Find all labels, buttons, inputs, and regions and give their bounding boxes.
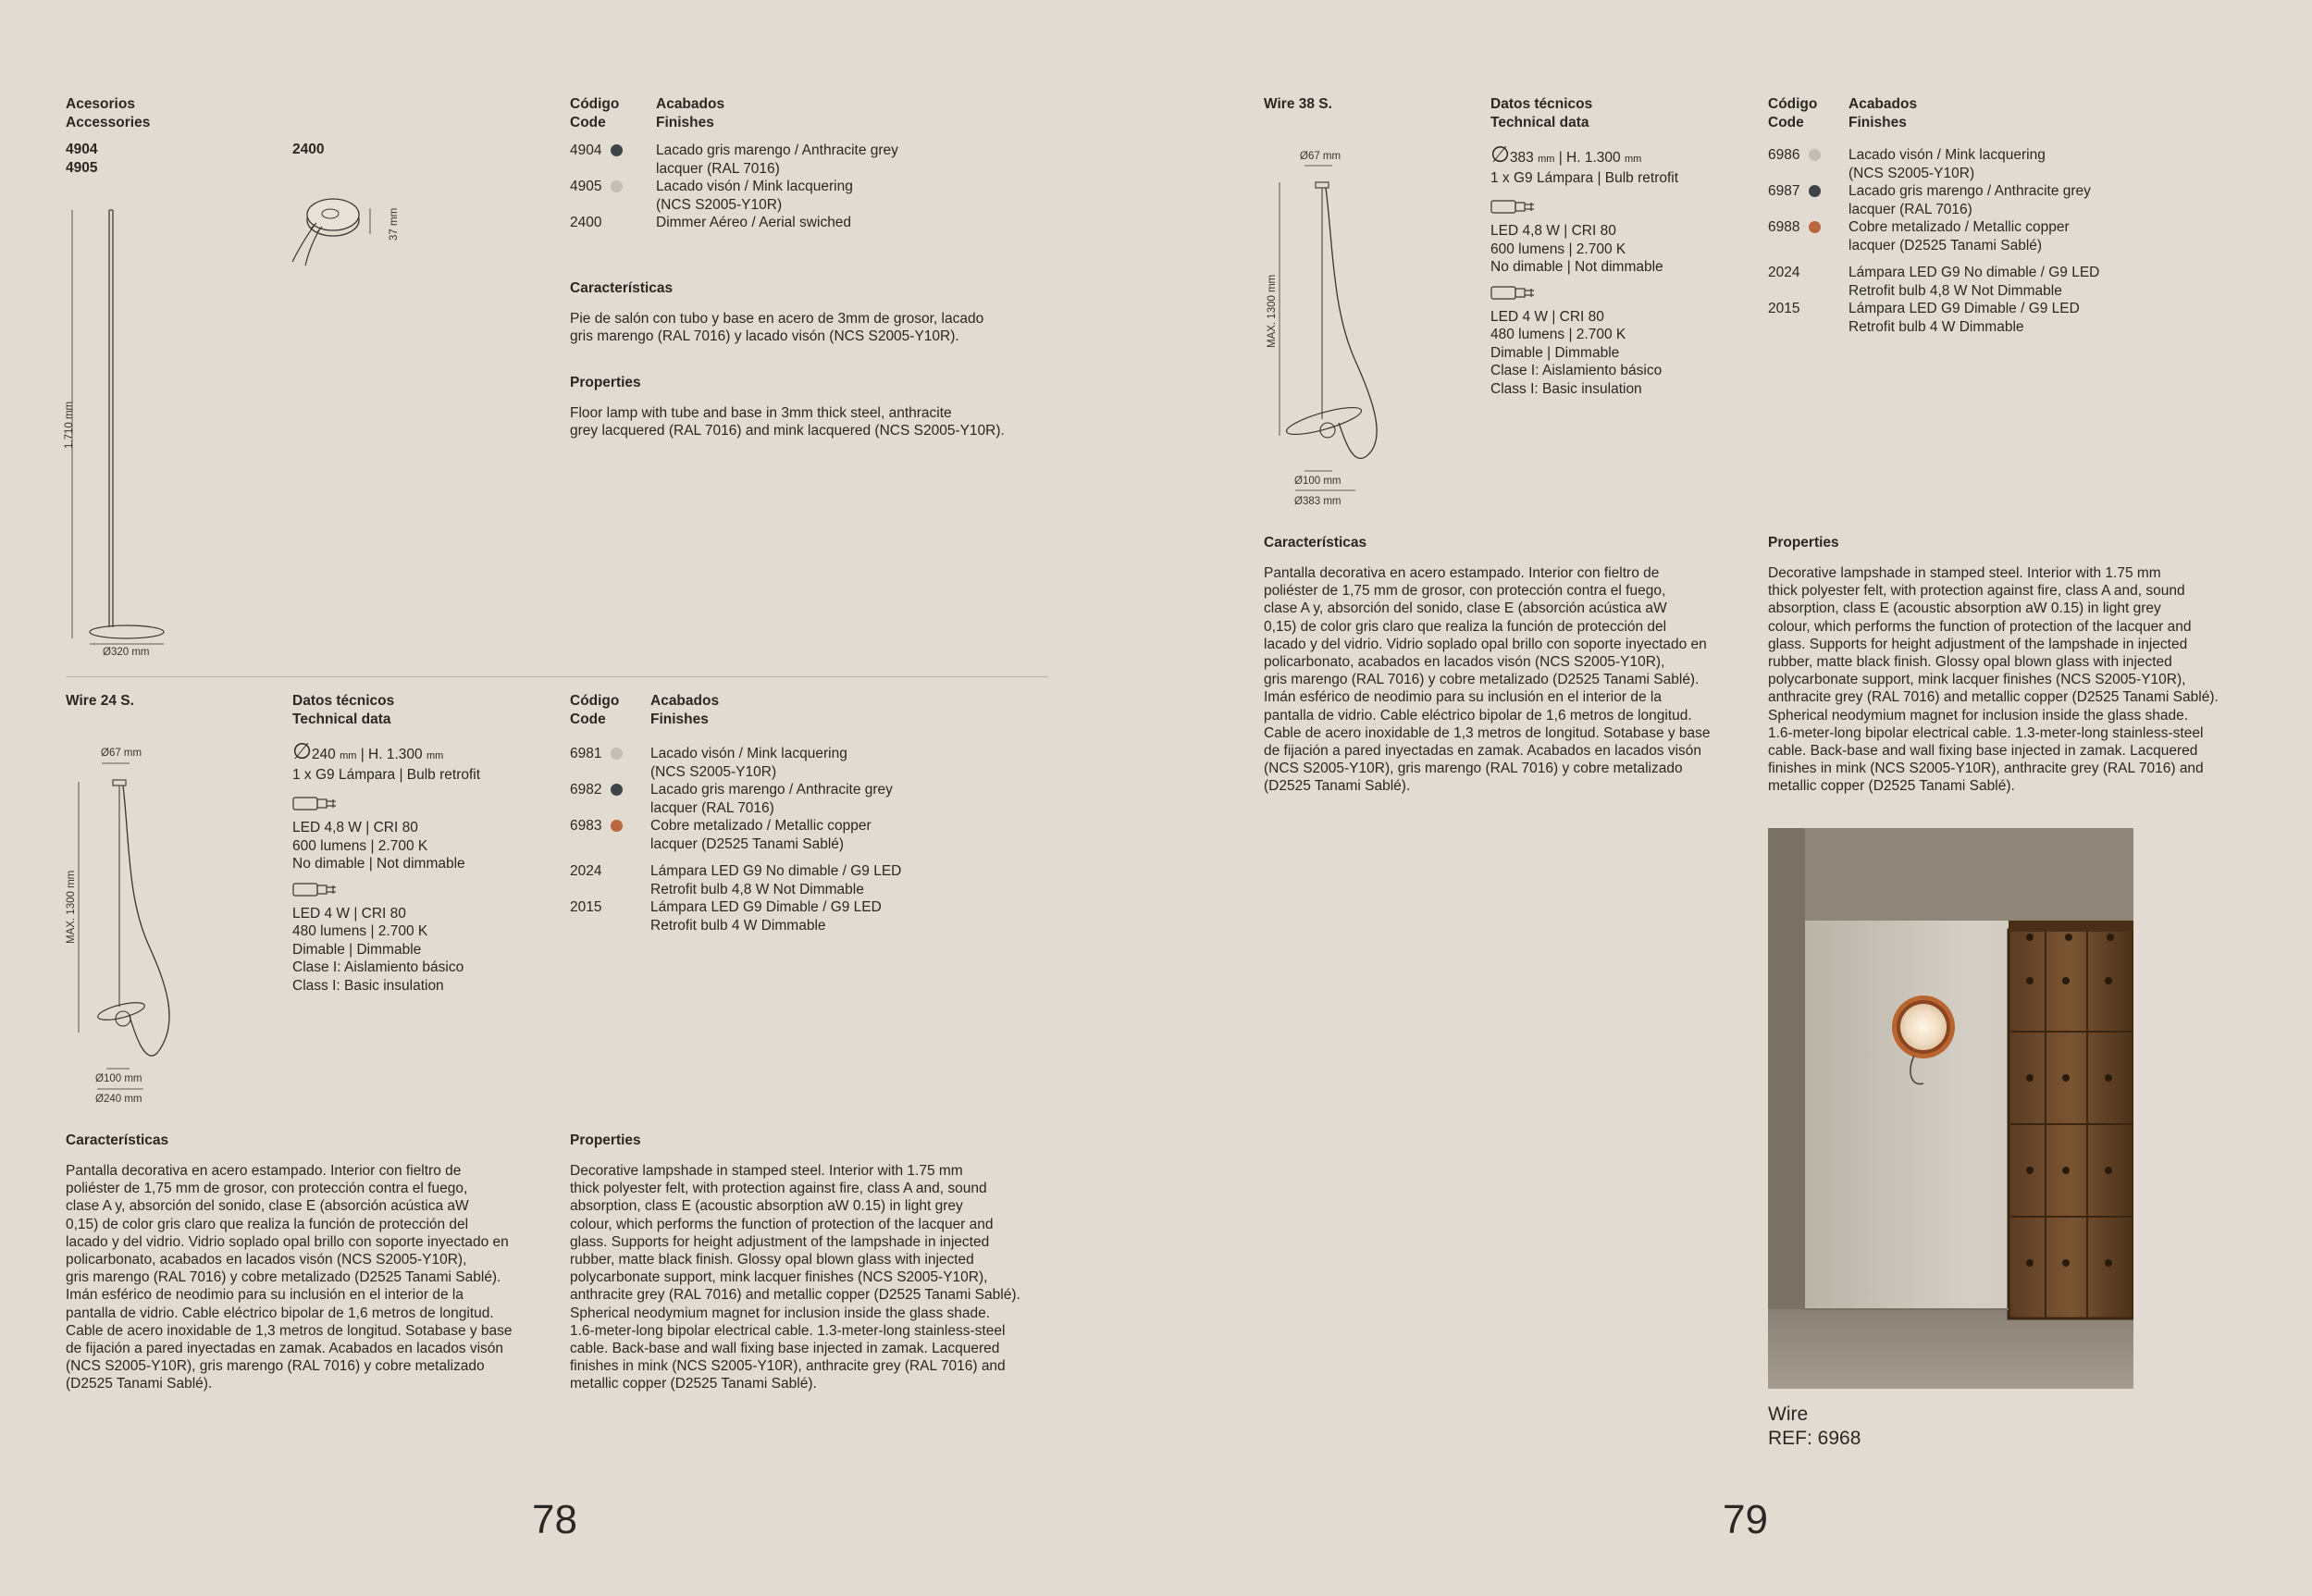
accessory-codes: 4904 4905 [66, 142, 98, 176]
wire24-inner-diameter-label: Ø100 mm [95, 1073, 142, 1084]
wire38-code-header: Código Code [1768, 96, 1818, 130]
color-swatch-mink [1809, 149, 1821, 161]
diameter-icon: ∅ [1490, 142, 1510, 167]
wire24-characteristics-heading: Características [66, 1132, 169, 1148]
wire38-properties-text: Decorative lampshade in stamped steel. Interior with 1.75 mm thick polyester felt, with protection against fire, class A and, sound absorption, class E (acoustic absorption aW 0.15) in light grey colour, which performs the function of protection of the lacquer and glass. Supports for height adjustment of the lampshade in injected rubber, matte black finish. Glossy opal blown glass with injected polycarbonate support, mink lacquer finishes (NCS S2005-Y10R), anthracite grey (RAL 7016) and metallic copper (D2525 Tanami Sablé). Spherical neodymium magnet for inclusion inside the glass shade. 1.6-meter-long bipolar electrical cable. 1.3-meter-long stainless-steel cable. Back-base and wall fixing base injected in zamak. Lacquered finishes in mink (NCS S2005-Y10R), anthracite grey (RAL 7016) and metallic copper (D2525 Tanami Sablé). [1768, 565, 2219, 795]
wire38-characteristics-text: Pantalla decorativa en acero estampado. Interior con fieltro de poliéster de 1,75 mm de grosor, con protección contra el fuego, clase A y, absorción del sonido, clase E (absorción acústica aW 0,15) de color gris claro que realiza la función de protección del lacado y del vidrio. Vidrio soplado opal brillo con soporte inyectado en policarbonato, acabados en lacados visón (NCS S2005-Y10R), gris marengo (RAL 7016) y cobre metalizado (D2525 Tanami Sablé). Imán esférico de neodimio para su inclusión en el interior de la pantalla de vidrio. Cable eléctrico bipolar de 1,6 metros de longitud. Cable de acero inoxidable de 1,3 metros de longitud. Sotabase y base de fijación a pared inyectadas en zamak. Acabados en lacados visón (NCS S2005-Y10R), gris marengo (RAL 7016) y cobre metalizado (D2525 Tanami Sablé). [1264, 565, 1711, 795]
photo-caption: Wire REF: 6968 [1768, 1404, 1861, 1449]
accessories-finishes-list [570, 142, 1051, 232]
wall-lamp-scene-image [1768, 828, 2133, 1389]
floor-lamp-base-label: Ø320 mm [103, 647, 150, 658]
wire24-properties-text: Decorative lampshade in stamped steel. Interior with 1.75 mm thick polyester felt, with protection against fire, class A and, sound absorption, class E (acoustic absorption aW 0.15) in light grey colour, which performs the function of protection of the lacquer and glass. Supports for height adjustment of the lampshade in injected rubber, matte black finish. Glossy opal blown glass with injected polycarbonate support, mink lacquer finishes (NCS S2005-Y10R), anthracite grey (RAL 7016) and metallic copper (D2525 Tanami Sablé). Spherical neodymium magnet for inclusion inside the glass shade. 1.6-meter-long bipolar electrical cable. 1.3-meter-long stainless-steel cable. Back-base and wall fixing base injected in zamak. Lacquered finishes in mink (NCS S2005-Y10R), anthracite grey (RAL 7016) and metallic copper (D2525 Tanami Sablé). [570, 1163, 1020, 1392]
accessories-code-header: Código Code [570, 96, 620, 130]
color-swatch-copper [1809, 221, 1821, 233]
finish-row: 4904 Lacado gris marengo / Anthracite grey lacquer (RAL 7016) [570, 142, 898, 177]
bulb-row: 2024 Lámpara LED G9 No dimable / G9 LED Retrofit bulb 4,8 W Not Dimmable [1768, 265, 2100, 299]
finish-row: 6988 Cobre metalizado / Metallic copper lacquer (D2525 Tanami Sablé) [1768, 219, 2070, 254]
color-swatch-anthracite [611, 144, 623, 156]
color-swatch-mink [611, 180, 623, 192]
wire24-title: Wire 24 S. [66, 693, 134, 709]
wire24-techdata-header: Datos técnicos Technical data [292, 693, 395, 727]
color-swatch-anthracite [611, 784, 623, 796]
finish-row: 6983 Cobre metalizado / Metallic copper lacquer (D2525 Tanami Sablé) [570, 818, 872, 852]
diameter-icon: ∅ [292, 739, 312, 764]
wire24-finishes-header: Acabados Finishes [650, 693, 720, 727]
bulb-icon [1490, 284, 1539, 303]
wire24-finishes-list [570, 745, 1051, 934]
finish-row: 2400 Dimmer Aéreo / Aerial swiched [570, 215, 852, 230]
wire24-height-label: MAX. 1300 mm [66, 870, 77, 944]
accessories-properties-heading: Properties [570, 375, 641, 390]
accessories-finishes-header: Acabados Finishes [656, 96, 725, 130]
wire24-drawing [65, 759, 194, 1087]
wire38-techdata-header: Datos técnicos Technical data [1490, 96, 1593, 130]
wire24-top-diameter-label: Ø67 mm [101, 748, 142, 759]
accessories-characteristics-heading: Características [570, 280, 674, 296]
wire38-characteristics-heading: Características [1264, 535, 1367, 551]
color-swatch-mink [611, 748, 623, 760]
page-number-left: 78 [532, 1497, 577, 1542]
wire38-finishes-header: Acabados Finishes [1848, 96, 1918, 130]
bulb-row: 2015 Lámpara LED G9 Dimable / G9 LED Retrofit bulb 4 W Dimmable [1768, 301, 2080, 335]
bulb-row: 2024 Lámpara LED G9 No dimable / G9 LED Retrofit bulb 4,8 W Not Dimmable [570, 863, 902, 897]
wire38-techdata: ∅383 mm | H. 1.300 mm 1 x G9 Lámpara | Bulb retrofit LED 4,8 W | CRI 80 600 lumens | 2.700 K No dimable | Not dimmable LED 4 W | CRI 80 480 lumens | 2.700 K Dimable | Dimmable Clase I: Aislamiento básico Class I: Basic insulation [1490, 142, 1679, 397]
section-divider [66, 676, 1048, 677]
bulb-icon [292, 795, 340, 813]
dimmer-height-label: 37 mm [389, 207, 400, 241]
wire24-characteristics-text: Pantalla decorativa en acero estampado. Interior con fieltro de poliéster de 1,75 mm de grosor, con protección contra el fuego, clase A y, absorción del sonido, clase E (absorción acústica aW 0,15) de color gris claro que realiza la función de protección del lacado y del vidrio. Vidrio soplado opal brillo con soporte inyectado en policarbonato, acabados en lacados visón (NCS S2005-Y10R), gris marengo (RAL 7016) y cobre metalizado (D2525 Tanami Sablé). Imán esférico de neodimio para su inclusión en el interior de la pantalla de vidrio. Cable eléctrico bipolar de 1,6 metros de longitud. Cable de acero inoxidable de 1,3 metros de longitud. Sotabase y base de fijación a pared inyectadas en zamak. Acabados en lacados visón (NCS S2005-Y10R), gris marengo (RAL 7016) y cobre metalizado (D2525 Tanami Sablé). [66, 1163, 513, 1392]
bulb-row: 2015 Lámpara LED G9 Dimable / G9 LED Retrofit bulb 4 W Dimmable [570, 899, 882, 934]
wire38-top-diameter-label: Ø67 mm [1300, 151, 1341, 162]
finish-row: 6987 Lacado gris marengo / Anthracite grey lacquer (RAL 7016) [1768, 183, 2091, 217]
dimmer-code: 2400 [292, 142, 325, 157]
accessories-title: Acesorios Accessories [66, 96, 151, 130]
wire38-finishes-list [1768, 146, 2249, 336]
finish-row: 6981 Lacado visón / Mink lacquering (NCS S2005-Y10R) [570, 746, 847, 780]
wire38-title: Wire 38 S. [1264, 96, 1332, 112]
page-number-right: 79 [1723, 1497, 1768, 1542]
accessories-characteristics-text: Pie de salón con tubo y base en acero de 3mm de grosor, lacado gris marengo (RAL 7016) y lacado visón (NCS S2005-Y10R). [570, 311, 984, 345]
color-swatch-anthracite [1809, 185, 1821, 197]
wire24-outer-diameter-label: Ø240 mm [95, 1094, 142, 1105]
wire38-drawing [1263, 162, 1411, 504]
finish-row: 6986 Lacado visón / Mink lacquering (NCS S2005-Y10R) [1768, 147, 2046, 181]
finish-row: 4905 Lacado visón / Mink lacquering (NCS S2005-Y10R) [570, 179, 853, 213]
wire38-outer-diameter-label: Ø383 mm [1294, 496, 1341, 507]
wire24-techdata: ∅240 mm | H. 1.300 mm 1 x G9 Lámpara | Bulb retrofit LED 4,8 W | CRI 80 600 lumens | 2.700 K No dimable | Not dimmable LED 4 W | CRI 80 480 lumens | 2.700 K Dimable | Dimmable Clase I: Aislamiento básico Class I: Basic insulation [292, 739, 481, 994]
accessories-properties-text: Floor lamp with tube and base in 3mm thick steel, anthracite grey lacquered (RAL 7016) and mink lacquered (NCS S2005-Y10R). [570, 405, 1005, 439]
product-photo [1768, 828, 2133, 1389]
wire24-properties-heading: Properties [570, 1132, 641, 1148]
wire24-code-header: Código Code [570, 693, 620, 727]
bulb-icon [292, 881, 340, 899]
dimmer-drawing [289, 190, 390, 278]
wire38-height-label: MAX. 1300 mm [1267, 274, 1278, 348]
color-swatch-copper [611, 820, 623, 832]
finish-row: 6982 Lacado gris marengo / Anthracite grey lacquer (RAL 7016) [570, 782, 893, 816]
bulb-icon [1490, 198, 1539, 217]
wire38-properties-heading: Properties [1768, 535, 1839, 551]
floor-lamp-height-label: 1.710 mm [64, 401, 75, 449]
wire38-inner-diameter-label: Ø100 mm [1294, 476, 1341, 487]
